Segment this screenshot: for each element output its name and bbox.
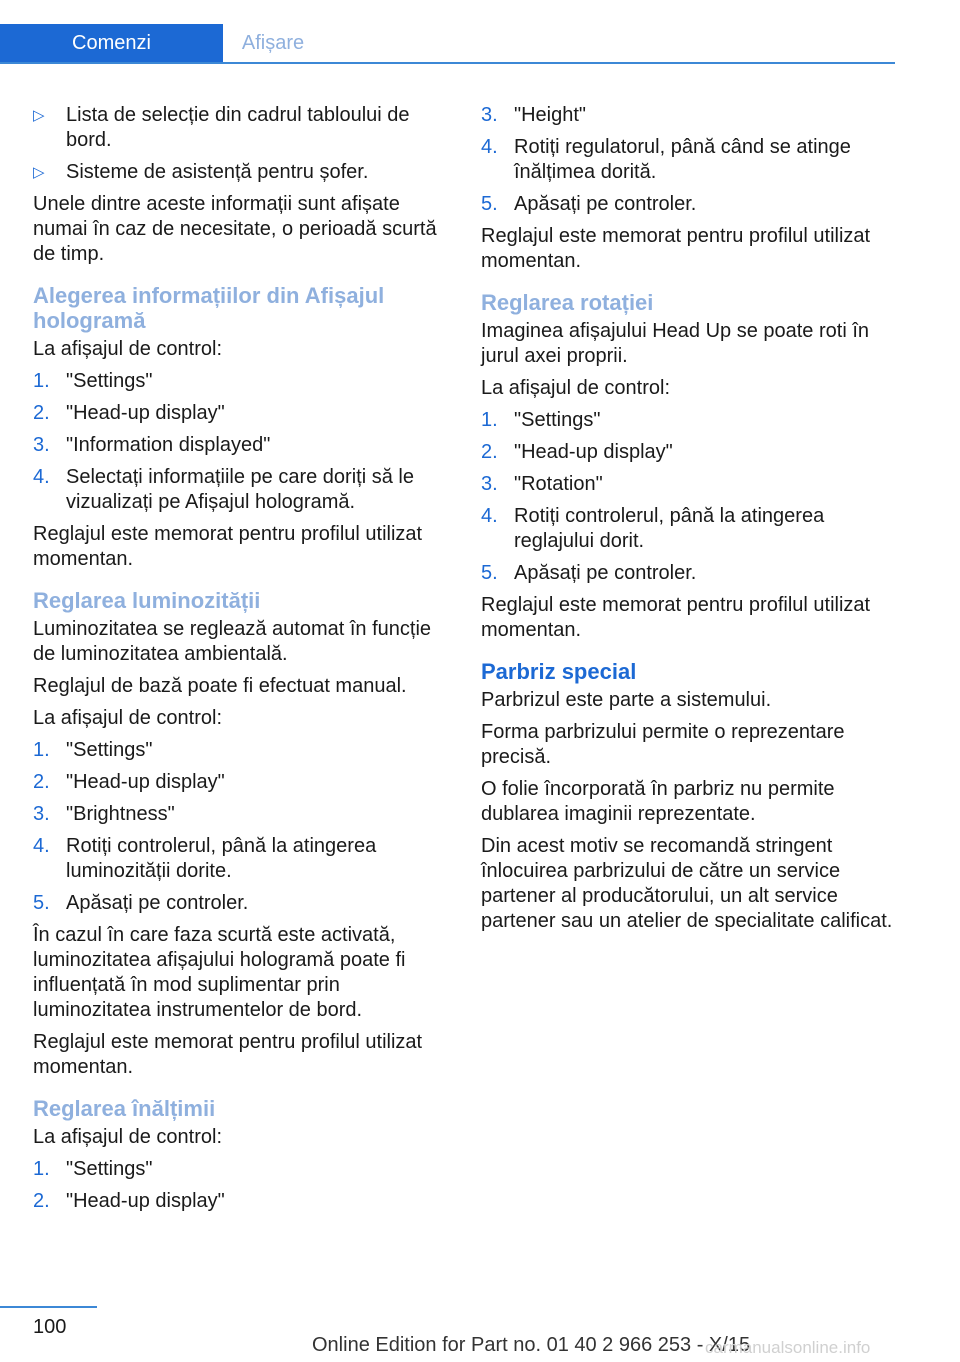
paragraph: Reglajul este memorat pentru profilul utilizat momentan. bbox=[33, 523, 423, 570]
paragraph: Unele dintre aceste informații sunt afișate numai în caz de necesitate, o perioadă scurtă de timp. bbox=[33, 193, 437, 265]
list-item: 4. Selectați informațiile pe care doriți să le vizualizați pe Afișajul hologramă. bbox=[33, 466, 414, 513]
list-item: 1. "Settings" bbox=[33, 1158, 153, 1180]
list-item: 1. "Settings" bbox=[33, 370, 153, 392]
list-item: 3. "Brightness" bbox=[33, 803, 175, 825]
paragraph: Reglajul de bază poate fi efectuat manual. bbox=[33, 675, 407, 697]
paragraph: Reglajul este memorat pentru profilul utilizat momentan. bbox=[33, 1031, 423, 1078]
paragraph: La afișajul de control: bbox=[33, 1126, 223, 1148]
list-item: 2. "Head-up display" bbox=[33, 1190, 225, 1212]
list-item: 3. "Information displayed" bbox=[33, 434, 271, 456]
list-item: 2. "Head-up display" bbox=[33, 402, 225, 424]
paragraph: O folie încorporată în parbriz nu permite dublarea imaginii reprezentate. bbox=[481, 778, 835, 825]
paragraph: Din acest motiv se recomandă stringent înlocuirea parbrizului de către un service partener al producătorului, un alt service partener sau un atelier de specialitate calificat. bbox=[481, 835, 893, 932]
triangle-bullet-icon: ▷ bbox=[33, 164, 45, 181]
paragraph: Forma parbrizului permite o reprezentare precisă. bbox=[481, 721, 845, 768]
paragraph: La afișajul de control: bbox=[481, 377, 671, 399]
paragraph: Reglajul este memorat pentru profilul utilizat momentan. bbox=[481, 225, 871, 272]
paragraph: La afișajul de control: bbox=[33, 707, 223, 729]
left-column bbox=[33, 103, 448, 1221]
section-heading: Reglarea înălțimii bbox=[33, 1096, 216, 1121]
footer-rule bbox=[0, 1306, 97, 1308]
list-item: 4. Rotiți regulatorul, până când se atinge înălțimea dorită. bbox=[481, 136, 851, 183]
list-item: 5. Apăsați pe controler. bbox=[33, 892, 249, 914]
section-heading: Reglarea rotației bbox=[481, 290, 654, 315]
list-item: ▷ Lista de selecție din cadrul tabloului de bord. bbox=[33, 104, 410, 151]
paragraph: În cazul în care faza scurtă este activată, luminozitatea afișajului hologramă poate fi influențată în mod suplimentar prin luminozitatea instrumentelor de bord. bbox=[33, 924, 406, 1021]
list-item: 3. "Height" bbox=[481, 104, 587, 126]
list-item: 4. Rotiți controlerul, până la atingerea reglajului dorit. bbox=[481, 505, 825, 552]
right-column bbox=[481, 103, 896, 941]
list-item: 3. "Rotation" bbox=[481, 473, 603, 495]
tab-comenzi[interactable]: Comenzi bbox=[0, 24, 223, 62]
list-item: 5. Apăsați pe controler. bbox=[481, 562, 697, 584]
paragraph: Parbrizul este parte a sistemului. bbox=[481, 689, 772, 711]
list-item: 4. Rotiți controlerul, până la atingerea luminozității dorite. bbox=[33, 835, 377, 882]
list-item: 5. Apăsați pe controler. bbox=[481, 193, 697, 215]
list-item: 1. "Settings" bbox=[481, 409, 601, 431]
watermark: carmanualsonline.info bbox=[705, 1338, 871, 1357]
list-item: 2. "Head-up display" bbox=[33, 771, 225, 793]
paragraph: Imaginea afișajului Head Up se poate roti în jurul axei proprii. bbox=[481, 320, 870, 367]
chapter-tab-bar bbox=[0, 24, 895, 64]
list-item: 2. "Head-up display" bbox=[481, 441, 673, 463]
paragraph: Reglajul este memorat pentru profilul utilizat momentan. bbox=[481, 594, 871, 641]
paragraph: Luminozitatea se reglează automat în funcție de luminozitatea ambientală. bbox=[33, 618, 432, 665]
section-heading: Reglarea luminozității bbox=[33, 588, 261, 613]
section-heading: Parbriz special bbox=[481, 659, 637, 684]
paragraph: La afișajul de control: bbox=[33, 338, 223, 360]
triangle-bullet-icon: ▷ bbox=[33, 107, 45, 124]
list-item: ▷ Sisteme de asistență pentru șofer. bbox=[33, 161, 369, 183]
page-number: 100 bbox=[33, 1316, 67, 1338]
edition-line: Online Edition for Part no. 01 40 2 966 253 - X/15 bbox=[312, 1334, 751, 1356]
section-heading: Alegerea informațiilor din Afișajul hologramă bbox=[33, 283, 385, 333]
list-item: 1. "Settings" bbox=[33, 739, 153, 761]
tab-afisare[interactable]: Afișare bbox=[241, 32, 305, 54]
